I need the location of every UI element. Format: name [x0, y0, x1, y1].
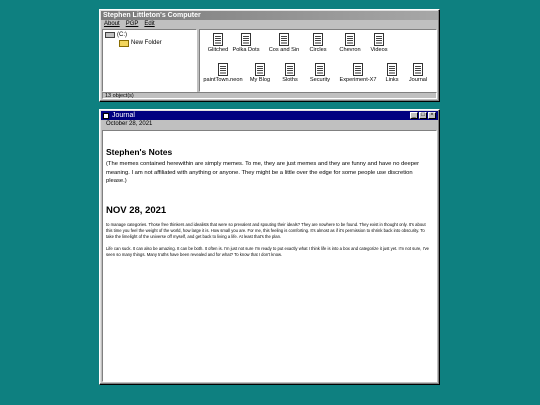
document-icon: [413, 63, 423, 76]
explorer-panes: [102, 29, 437, 92]
explorer-window: [99, 9, 440, 102]
file-label: Polka Dots: [232, 47, 260, 53]
file-label: Circles: [309, 47, 327, 53]
date-bar: [100, 120, 439, 128]
journal-content[interactable]: [102, 130, 437, 382]
document-icon: [255, 63, 265, 76]
file-label: Glitched: [207, 47, 229, 53]
file-item[interactable]: [361, 33, 397, 53]
file-list: [199, 29, 437, 92]
explorer-titlebar[interactable]: [101, 11, 438, 20]
document-icon: [313, 33, 323, 46]
file-item[interactable]: [302, 63, 338, 83]
file-label: My Blog: [249, 77, 271, 83]
explorer-title: Stephen Littleton's Computer: [103, 12, 201, 19]
tree-new-folder[interactable]: [105, 39, 194, 47]
file-label: Security: [309, 77, 331, 83]
intro-text: (The memes contained herewithin are simply memes. To me, they are just memes and they are funny and have no deeper meaning. I am not affiliated with anything or anyone. They might be a little over the edge for some people use discretion please.): [106, 161, 420, 184]
entry-title: NOV 28, 2021: [106, 204, 167, 216]
object-count: 13 object(s): [105, 93, 134, 99]
file-label: Journal: [408, 77, 428, 83]
document-icon: [285, 63, 295, 76]
minimize-button[interactable]: _: [410, 112, 418, 119]
document-icon: [218, 63, 228, 76]
file-label: paintTown.neon: [203, 77, 243, 83]
document-icon: [345, 33, 355, 46]
file-item[interactable]: [400, 63, 436, 83]
folder-icon: [119, 40, 129, 47]
file-item[interactable]: [266, 33, 302, 53]
entry-paragraph-1: to manage categories. Those free thinkers and idealists that were so prevalent and spouting their ideals? They are nowhere to be found. They exist in thought only. It's about this time you feel the weight of the world, how large it is. How small you are. For me, this feeling is comforting. It's almost as if it's permission to shrink back into obscurity. To take the limelight of the universe off myself, and get back to living a life. At least that's the plan.: [106, 221, 426, 239]
file-label: Sloths: [282, 77, 298, 83]
folder-tree: [102, 29, 197, 92]
drive-icon: [105, 32, 115, 38]
document-icon: [374, 33, 384, 46]
maximize-button[interactable]: □: [419, 112, 427, 119]
folder-label: New Folder: [131, 40, 162, 46]
drive-label: (C:): [117, 32, 127, 38]
file-label: Experiment-X7: [339, 77, 377, 83]
menu-pgp[interactable]: PGP: [125, 21, 139, 27]
file-label: Videos: [370, 47, 388, 53]
journal-title: Journal: [112, 112, 135, 119]
document-icon: [315, 63, 325, 76]
document-icon: [353, 63, 363, 76]
journal-window: [99, 109, 440, 385]
file-item[interactable]: [202, 63, 244, 83]
document-icon: [241, 33, 251, 46]
status-bar: [102, 92, 437, 99]
file-item[interactable]: [300, 33, 336, 53]
menu-edit[interactable]: Edit: [144, 21, 155, 27]
document-icon: [279, 33, 289, 46]
document-icon: [387, 63, 397, 76]
journal-app-icon: [103, 113, 109, 119]
menu-about[interactable]: About: [104, 21, 120, 27]
window-controls: [410, 112, 436, 119]
entry-paragraph-2: Life can suck. It can also be amazing. It can be both. It often is. I'm just not sure I'm ready to put exactly what I think life is into a box and categorize it just yet. I'm not sure, I've seen so many things. Many truths have been revealed and for what? To know that I don't know.: [106, 245, 430, 257]
menu-bar: [100, 20, 439, 28]
tree-drive-c[interactable]: [105, 31, 194, 39]
close-button[interactable]: ×: [428, 112, 436, 119]
notes-heading: Stephen's Notes: [106, 147, 173, 157]
file-label: Cos and Sin: [268, 47, 300, 53]
journal-titlebar[interactable]: [101, 111, 438, 120]
file-item[interactable]: [228, 33, 264, 53]
journal-date: October 28, 2021: [106, 121, 153, 127]
file-label: Links: [385, 77, 399, 83]
file-label: Chevron: [339, 47, 361, 53]
document-icon: [213, 33, 223, 46]
